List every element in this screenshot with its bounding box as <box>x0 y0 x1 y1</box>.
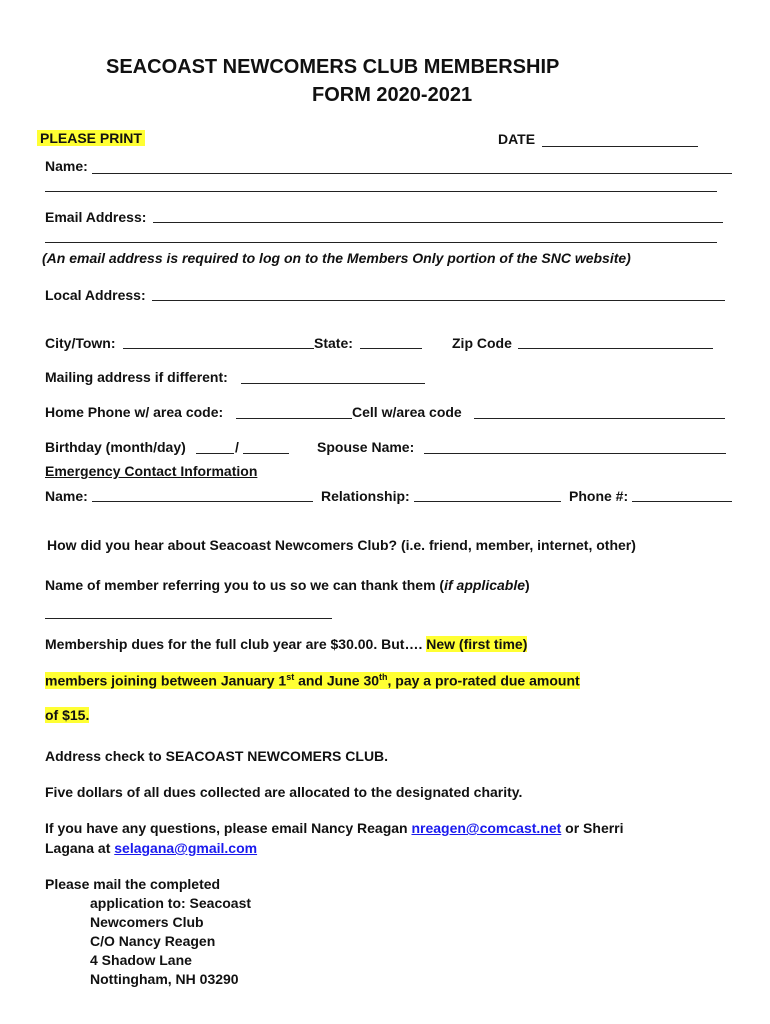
date-field[interactable] <box>542 146 698 147</box>
zip-field[interactable] <box>518 348 713 349</box>
name-field[interactable] <box>92 173 732 174</box>
email-note: (An email address is required to log on to the Members Only portion of the SNC website) <box>42 250 631 266</box>
dues-line2-b: and June 30 <box>294 672 380 689</box>
hear-about-question: How did you hear about Seacoast Newcomers Club? (i.e. friend, member, internet, other) <box>47 537 636 553</box>
email-link-selagana[interactable]: selagana@gmail.com <box>114 840 258 856</box>
dues-line2-sup2: th <box>379 672 388 682</box>
date-label: DATE <box>498 131 536 147</box>
mail-address-line1: Newcomers Club <box>90 914 204 930</box>
form-title-line2: FORM 2020-2021 <box>312 84 473 106</box>
questions-text-c: Lagana at <box>45 840 115 856</box>
state-label: State: <box>314 335 353 351</box>
please-print-label: PLEASE PRINT <box>37 130 145 146</box>
mail-address-line4: Nottingham, NH 03290 <box>90 971 239 987</box>
relationship-label: Relationship: <box>321 488 410 504</box>
cell-phone-label: Cell w/area code <box>352 404 462 420</box>
questions-line2 <box>45 840 257 856</box>
emergency-name-field[interactable] <box>92 501 313 502</box>
local-address-label: Local Address: <box>45 287 146 303</box>
dues-line2-sup1: st <box>286 672 295 682</box>
state-field[interactable] <box>360 348 422 349</box>
name-field-line2[interactable] <box>45 191 717 192</box>
email-field-line2[interactable] <box>45 242 717 243</box>
questions-text-a: If you have any questions, please email Nancy Reagan <box>45 820 412 836</box>
referring-member-text <box>45 577 530 593</box>
birthday-slash: / <box>235 439 239 455</box>
emergency-contact-heading: Emergency Contact Information <box>45 463 258 479</box>
mail-address-line3: 4 Shadow Lane <box>90 952 192 968</box>
dues-line1 <box>45 636 527 652</box>
mail-instructions-line1: Please mail the completed <box>45 876 221 892</box>
email-link-nreagen[interactable]: nreagen@comcast.net <box>411 820 562 836</box>
birthday-day-field[interactable] <box>243 453 289 454</box>
spouse-field[interactable] <box>424 453 726 454</box>
birthday-month-field[interactable] <box>196 453 234 454</box>
charity-text: Five dollars of all dues collected are allocated to the designated charity. <box>45 784 523 800</box>
mail-address-line2: C/O Nancy Reagen <box>90 933 216 949</box>
emergency-phone-label: Phone #: <box>569 488 629 504</box>
referring-member-field[interactable] <box>45 618 332 619</box>
referring-text-c: ) <box>525 577 530 593</box>
mailing-address-field[interactable] <box>241 383 425 384</box>
referring-text-a: Name of member referring you to us so we can thank them ( <box>45 577 445 593</box>
local-address-field[interactable] <box>152 300 725 301</box>
cell-phone-field[interactable] <box>474 418 725 419</box>
city-label: City/Town: <box>45 335 116 351</box>
dues-line2-c: , pay a pro-rated due amount <box>387 672 580 689</box>
email-label: Email Address: <box>45 209 147 225</box>
dues-line2-a: members joining between January 1 <box>45 672 287 689</box>
mailing-address-label: Mailing address if different: <box>45 369 228 385</box>
questions-line1 <box>45 820 624 836</box>
emergency-phone-field[interactable] <box>632 501 732 502</box>
zip-label: Zip Code <box>452 335 512 351</box>
spouse-label: Spouse Name: <box>317 439 415 455</box>
dues-line3: of $15. <box>45 707 90 723</box>
relationship-field[interactable] <box>414 501 561 502</box>
birthday-label: Birthday (month/day) <box>45 439 186 455</box>
dues-text-a: Membership dues for the full club year are $30.00. But…. <box>45 636 427 652</box>
dues-line2 <box>45 672 580 689</box>
mail-instructions-line2: application to: Seacoast <box>90 895 252 911</box>
dues-text-b: New (first time) <box>426 636 528 652</box>
city-field[interactable] <box>123 348 314 349</box>
name-label: Name: <box>45 158 88 174</box>
referring-text-b: if applicable <box>444 577 526 593</box>
email-field[interactable] <box>153 222 723 223</box>
home-phone-field[interactable] <box>236 418 352 419</box>
home-phone-label: Home Phone w/ area code: <box>45 404 224 420</box>
questions-text-b: or Sherri <box>561 820 624 836</box>
form-title-line1: SEACOAST NEWCOMERS CLUB MEMBERSHIP <box>106 56 560 78</box>
emergency-name-label: Name: <box>45 488 88 504</box>
address-check-text: Address check to SEACOAST NEWCOMERS CLUB. <box>45 748 389 764</box>
